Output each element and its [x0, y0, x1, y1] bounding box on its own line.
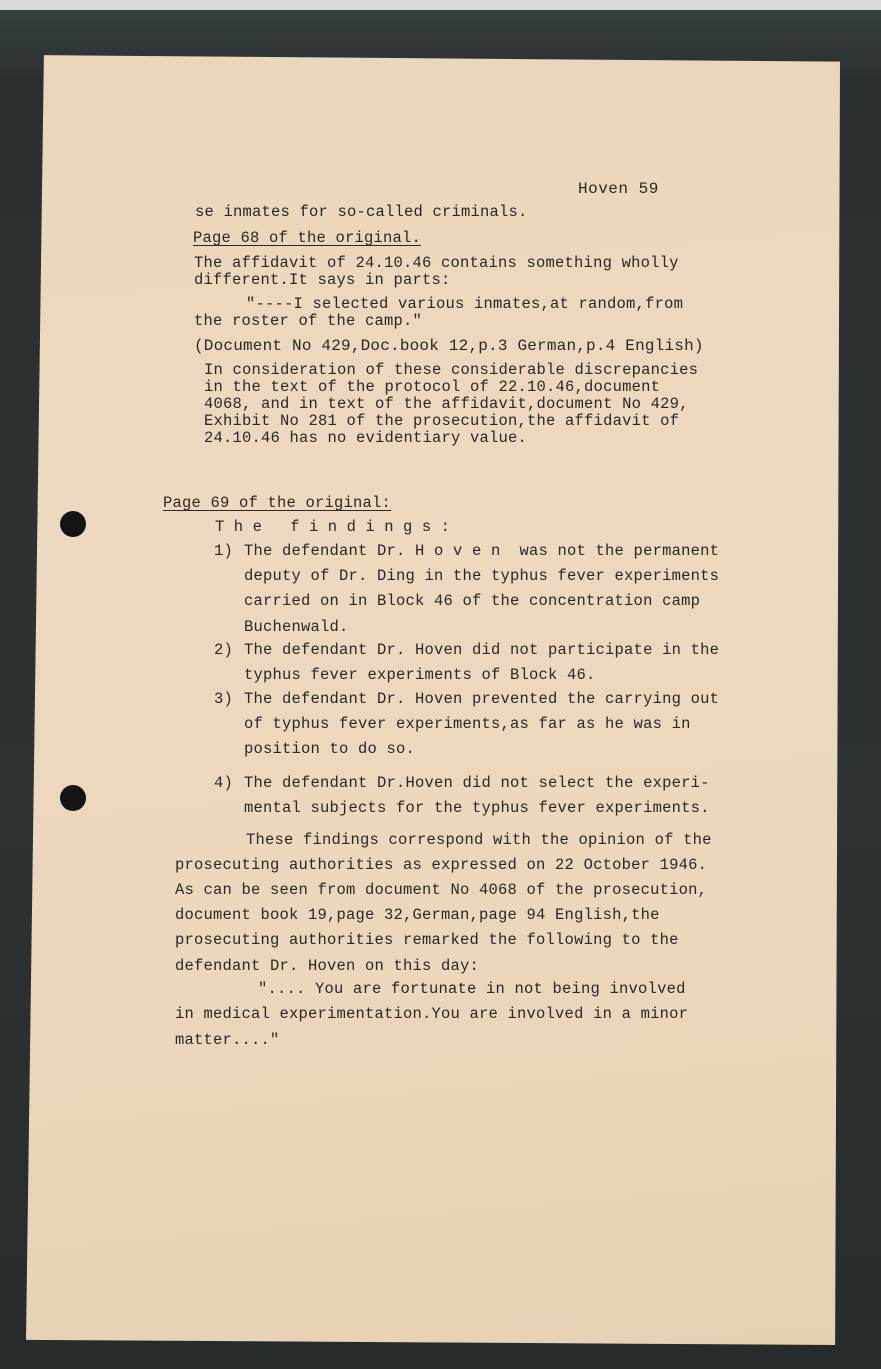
- text-line: 24.10.46 has no evidentiary value.: [204, 429, 528, 447]
- finding-number: 4): [214, 774, 234, 792]
- punch-hole-top: [60, 511, 86, 537]
- text-line: 4068, and in text of the affidavit,document No 429,: [204, 395, 689, 413]
- finding-line: Buchenwald.: [244, 618, 349, 636]
- finding-number: 2): [214, 641, 234, 659]
- page-marker-69: Page 69 of the original:: [163, 494, 392, 512]
- findings-title: The findings:: [215, 518, 460, 536]
- text-line: The affidavit of 24.10.46 contains something wholly: [194, 254, 679, 272]
- paragraph-line: prosecuting authorities as expressed on 22 October 1946.: [175, 856, 708, 874]
- quote-line: the roster of the camp.": [194, 312, 423, 330]
- paragraph-line: These findings correspond with the opinion of the: [246, 831, 712, 849]
- finding-line: of typhus fever experiments,as far as he was in: [244, 715, 691, 733]
- finding-line: carried on in Block 46 of the concentration camp: [244, 592, 701, 610]
- finding-line: position to do so.: [244, 740, 416, 758]
- quote-line: in medical experimentation.You are involved in a minor: [175, 1005, 689, 1023]
- quote-line: matter....": [175, 1031, 280, 1049]
- finding-line: The defendant Dr. Hoven prevented the carrying out: [244, 690, 720, 708]
- paragraph-line: As can be seen from document No 4068 of the prosecution,: [175, 881, 708, 899]
- finding-line: typhus fever experiments of Block 46.: [244, 666, 596, 684]
- finding-line: deputy of Dr. Ding in the typhus fever experiments: [244, 567, 720, 585]
- paragraph-line: prosecuting authorities remarked the following to the: [175, 931, 679, 949]
- quote-line: "----I selected various inmates,at random,from: [246, 295, 684, 313]
- text-line: Exhibit No 281 of the prosecution,the affidavit of: [204, 412, 680, 430]
- text-line: in the text of the protocol of 22.10.46,document: [204, 378, 661, 396]
- paragraph-line: defendant Dr. Hoven on this day:: [175, 957, 480, 975]
- punch-hole-bottom: [60, 785, 86, 811]
- text-line: In consideration of these considerable discrepancies: [204, 361, 699, 379]
- page-reference: Hoven 59: [578, 180, 659, 198]
- text-line: se inmates for so-called criminals.: [195, 203, 528, 221]
- quote-line: ".... You are fortunate in not being involved: [258, 980, 686, 998]
- text-line: different.It says in parts:: [194, 271, 451, 289]
- citation-line: (Document No 429,Doc.book 12,p.3 German,p.4 English): [194, 337, 704, 355]
- finding-number: 3): [214, 690, 234, 708]
- finding-line: The defendant Dr. Hoven did not participate in the: [244, 641, 720, 659]
- page-marker-68: Page 68 of the original.: [193, 229, 422, 247]
- finding-line: The defendant Dr. H o v e n was not the permanent: [244, 542, 720, 560]
- finding-line: The defendant Dr.Hoven did not select the experi-: [244, 774, 710, 792]
- finding-line: mental subjects for the typhus fever experiments.: [244, 799, 710, 817]
- finding-number: 1): [214, 542, 234, 560]
- paragraph-line: document book 19,page 32,German,page 94 English,the: [175, 906, 660, 924]
